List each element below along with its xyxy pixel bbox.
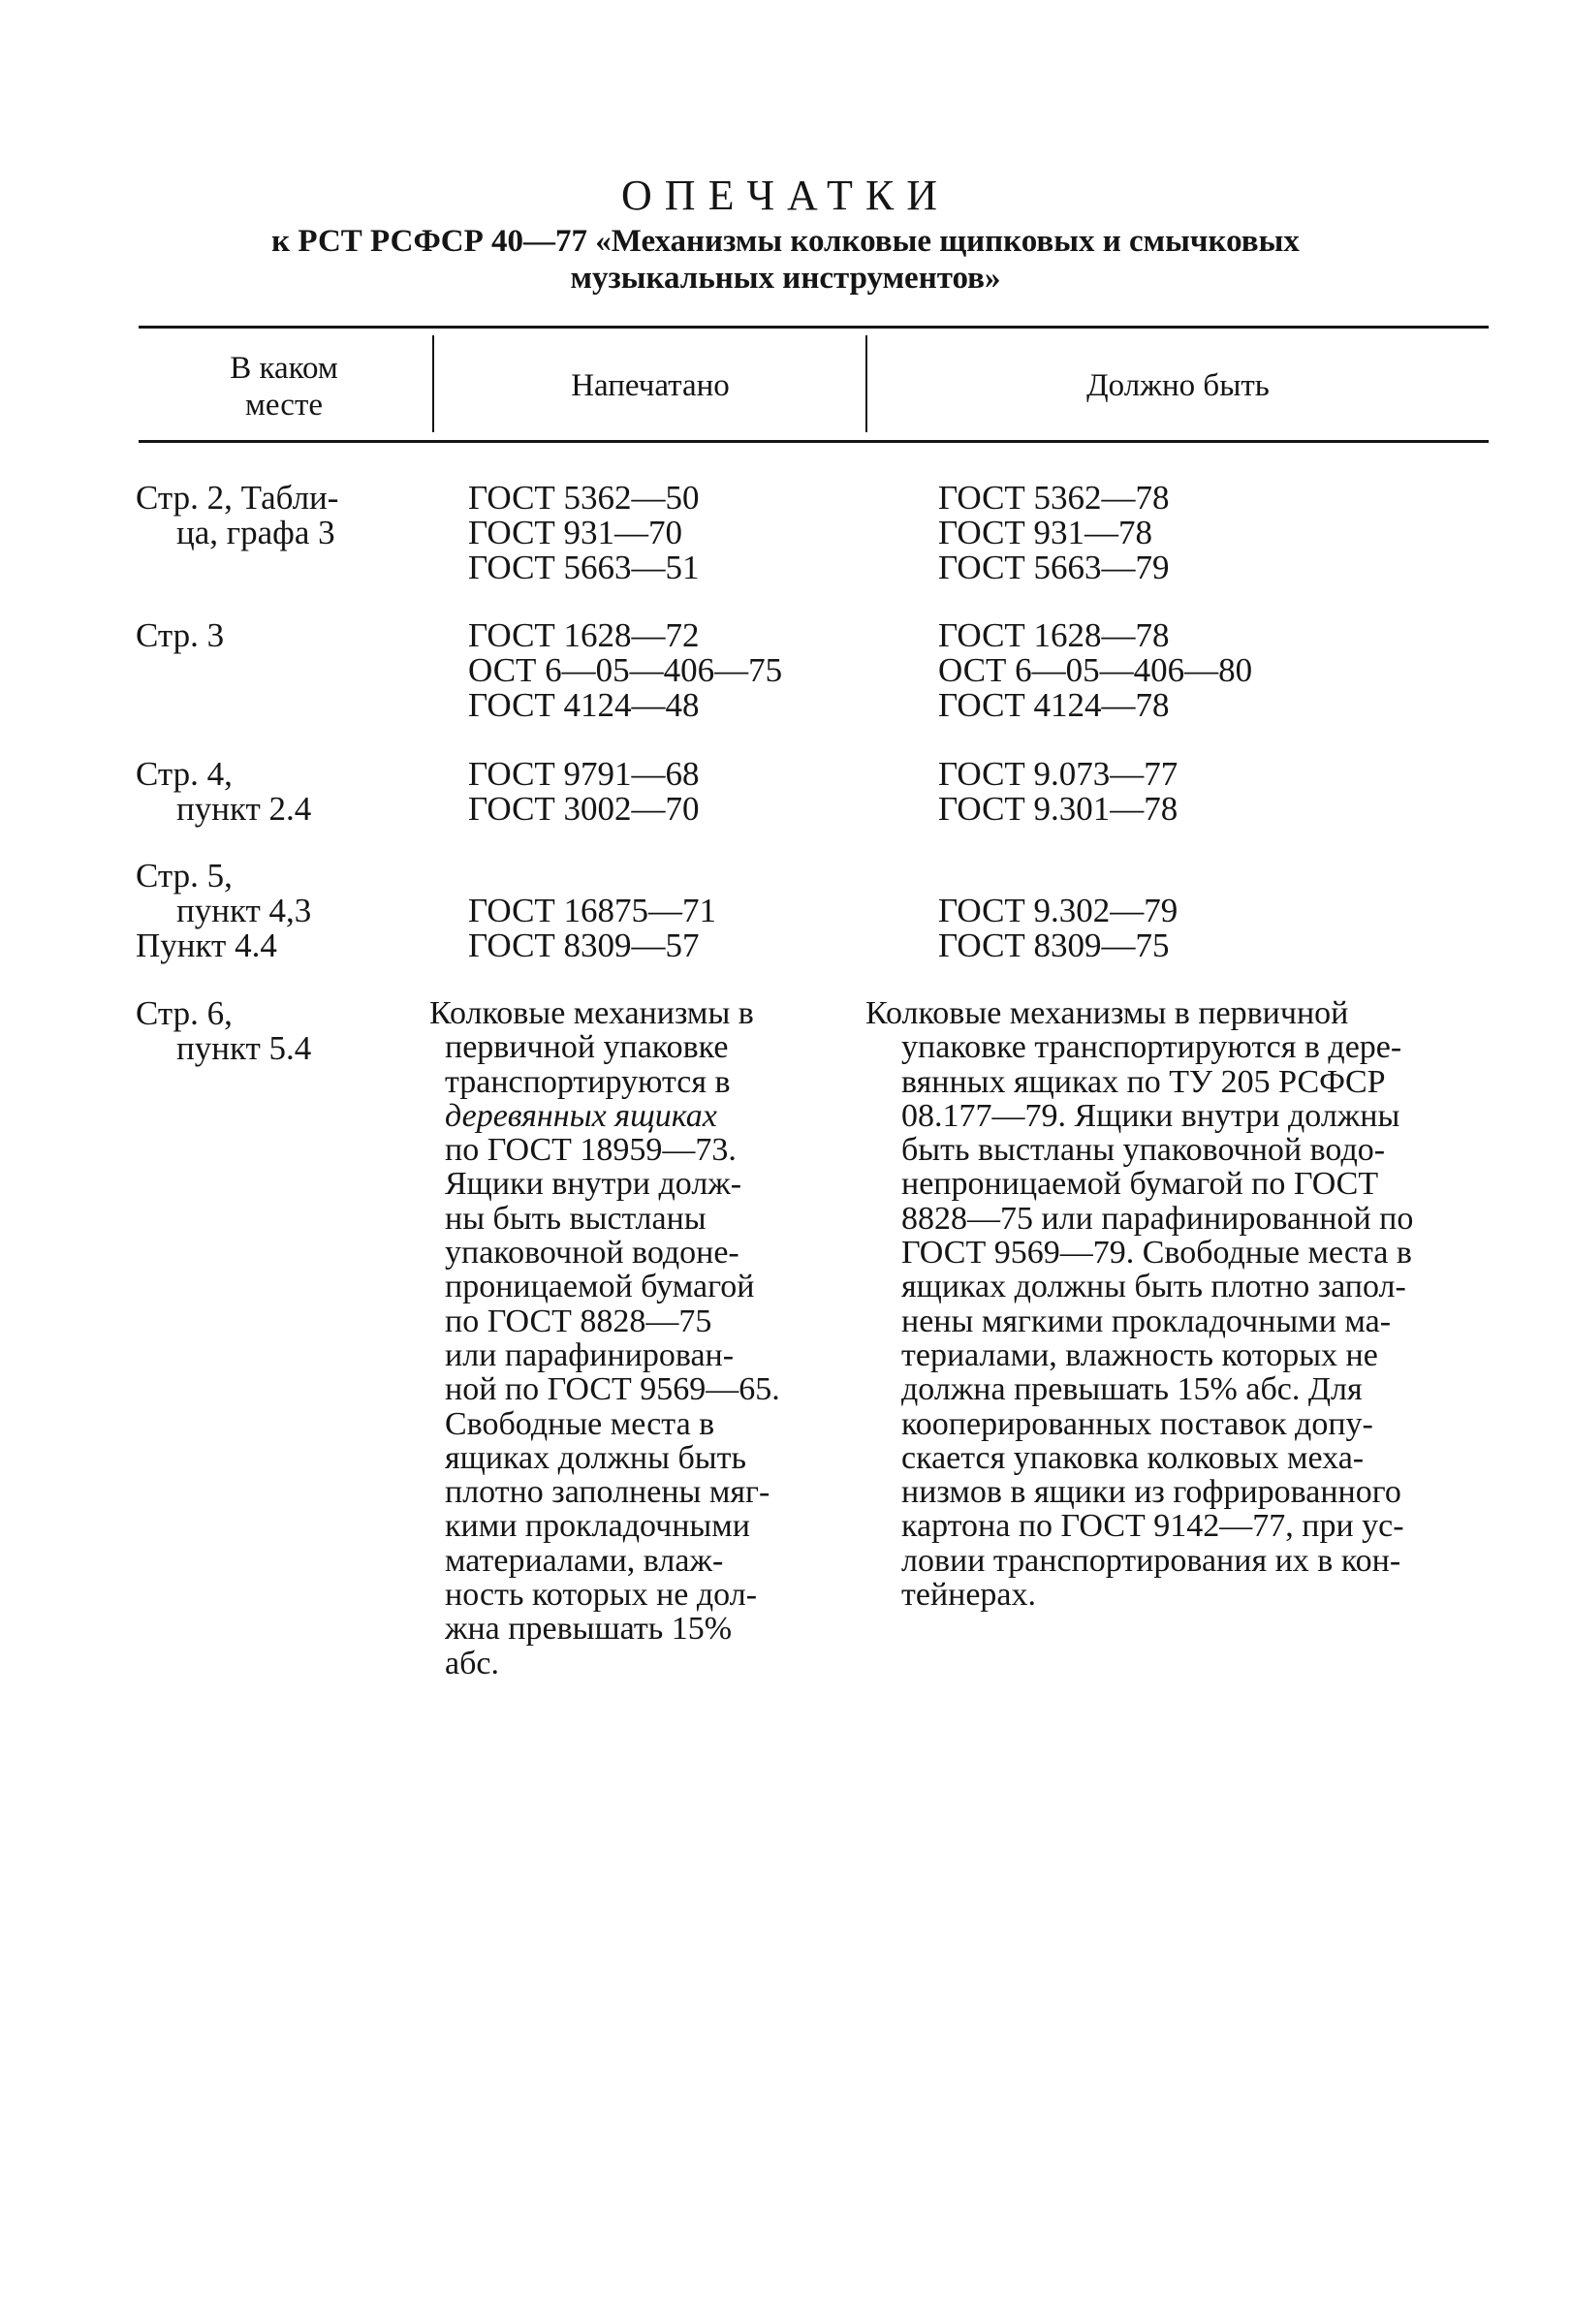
row-5-correct-line: нены мягкими прокладочными ма- <box>901 1303 1392 1339</box>
page-title: ОПЕЧАТКИ <box>621 172 950 219</box>
row-5-printed-line: жна превышать 15% <box>445 1611 733 1648</box>
row-5-correct-line: кооперированных поставок допу- <box>901 1405 1373 1442</box>
row-5-correct-line: должна превышать 15% абс. Для <box>901 1371 1363 1408</box>
row-5-printed-line: ны быть выстланы <box>445 1200 707 1237</box>
header-printed: Напечатано <box>571 368 730 403</box>
row-3-printed-line: ГОСТ 9791—68 <box>468 755 700 793</box>
row-5-correct-line: 8828—75 или парафинированной по <box>901 1200 1414 1237</box>
row-5-correct-line: ГОСТ 9569—79. Свободные места в <box>901 1235 1412 1272</box>
row-3-printed-line: ГОСТ 3002—70 <box>468 790 700 828</box>
row-2-correct <box>938 618 1252 723</box>
row-4-place-line: Стр. 5, <box>136 857 233 895</box>
row-5-printed-line: ность которых не дол- <box>445 1577 758 1614</box>
row-5-printed-line: ной по ГОСТ 9569—65. <box>445 1371 780 1408</box>
row-1-place-line: Стр. 2, Табли- <box>136 479 339 517</box>
row-2-correct-line: ОСТ 6—05—406—80 <box>938 651 1253 689</box>
row-2-printed <box>468 618 782 723</box>
row-5-correct-line: ящиках должны быть плотно запол- <box>901 1269 1406 1305</box>
row-5-correct-line: скается упаковка колковых меха- <box>901 1439 1365 1476</box>
row-5-place-line: Стр. 6, <box>136 994 233 1032</box>
row-4-place-line: Пункт 4.4 <box>136 926 277 964</box>
row-2-place <box>136 618 224 653</box>
row-2-printed-line: ГОСТ 4124—48 <box>468 686 700 724</box>
header-place <box>139 350 429 424</box>
row-5-printed-line: транспортируются в <box>445 1063 731 1100</box>
row-1-correct-line: ГОСТ 5362—78 <box>938 479 1170 517</box>
row-5-correct-line: картона по ГОСТ 9142—77, при ус- <box>901 1508 1404 1545</box>
row-5-place <box>136 996 311 1066</box>
row-4-printed-line: ГОСТ 16875—71 <box>468 892 717 929</box>
document-subtitle-line-2: музыкальных инструментов» <box>570 261 1001 296</box>
row-5-correct-line: упаковке транспортируются в дере- <box>901 1029 1402 1066</box>
row-5-printed-line: или парафинирован- <box>445 1336 735 1373</box>
row-1-correct-line: ГОСТ 931—78 <box>938 514 1153 551</box>
row-3-place <box>136 757 311 827</box>
row-3-place-line: Стр. 4, <box>136 755 233 793</box>
row-5-correct-paragraph <box>865 996 1413 1612</box>
row-1-correct-line: ГОСТ 5663—79 <box>938 549 1170 586</box>
row-2-correct-line: ГОСТ 4124—78 <box>938 686 1170 724</box>
row-5-correct-line: 08.177—79. Ящики внутри должны <box>901 1097 1400 1134</box>
row-5-correct-line: териалами, влажность которых не <box>901 1336 1378 1373</box>
row-4-correct-line: ГОСТ 8309—75 <box>938 926 1170 964</box>
header-place-line-2: месте <box>244 388 324 423</box>
row-4-printed <box>468 894 716 963</box>
row-4-correct-line: ГОСТ 9.302—79 <box>938 892 1178 929</box>
row-3-printed <box>468 757 700 827</box>
row-5-printed-line: Свободные места в <box>445 1405 715 1442</box>
row-1-printed-line: ГОСТ 931—70 <box>468 514 683 551</box>
row-5-printed-line: Колковые механизмы в <box>429 995 754 1031</box>
row-5-correct-line: тейнерах. <box>901 1577 1037 1614</box>
row-2-correct-line: ГОСТ 1628—78 <box>938 616 1170 654</box>
row-5-printed-paragraph <box>429 996 780 1680</box>
row-1-printed <box>468 481 700 585</box>
row-5-printed-line: кими прокладочными <box>445 1508 750 1545</box>
table-top-rule <box>139 326 1489 329</box>
row-1-correct <box>938 481 1170 585</box>
row-5-place-line: пункт 5.4 <box>176 1029 312 1067</box>
row-1-printed-line: ГОСТ 5663—51 <box>468 549 700 586</box>
row-3-correct-line: ГОСТ 9.073—77 <box>938 755 1178 793</box>
row-5-printed-line: ящиках должны быть <box>445 1439 746 1476</box>
row-5-correct-line: Колковые механизмы в первичной <box>865 995 1349 1031</box>
row-5-printed-line: по ГОСТ 18959—73. <box>445 1132 737 1169</box>
row-3-place-line: пункт 2.4 <box>176 790 312 828</box>
row-5-correct-line: вянных ящиках по ТУ 205 РСФСР <box>901 1063 1386 1100</box>
row-1-place-line: ца, графа 3 <box>176 514 335 551</box>
row-1-printed-line: ГОСТ 5362—50 <box>468 479 700 517</box>
row-4-place-line: пункт 4,3 <box>176 892 312 929</box>
row-2-place-line: Стр. 3 <box>136 616 225 654</box>
document-subtitle-line-1: к РСТ РСФСР 40—77 «Механизмы колковые щипковых и смычковых <box>271 224 1300 259</box>
row-4-correct <box>938 894 1178 963</box>
row-5-printed-line: проницаемой бумагой <box>445 1269 755 1305</box>
row-5-printed-line: плотно заполнены мяг- <box>445 1474 770 1511</box>
row-2-printed-line: ОСТ 6—05—406—75 <box>468 651 783 689</box>
row-5-printed-line: первичной упаковке <box>445 1029 729 1066</box>
row-5-printed-line: по ГОСТ 8828—75 <box>445 1303 712 1339</box>
header-place-line-1: В каком <box>230 351 338 386</box>
table-header-rule <box>139 440 1489 443</box>
row-5-printed-line: абс. <box>445 1645 499 1681</box>
row-5-printed-line: Ящики внутри долж- <box>445 1166 742 1203</box>
row-5-correct-line: непроницаемой бумагой по ГОСТ <box>901 1166 1379 1203</box>
row-1-place <box>136 481 338 550</box>
row-4-place <box>136 859 311 963</box>
row-2-printed-line: ГОСТ 1628—72 <box>468 616 700 654</box>
row-5-correct-line: быть выстланы упаковочной водо- <box>901 1132 1386 1169</box>
row-4-printed-line: ГОСТ 8309—57 <box>468 926 700 964</box>
row-5-printed-line: материалами, влаж- <box>445 1542 724 1579</box>
row-3-correct-line: ГОСТ 9.301—78 <box>938 790 1178 828</box>
header-should-be: Должно быть <box>1086 368 1270 403</box>
row-5-correct-line: низмов в ящики из гофрированного <box>901 1474 1401 1511</box>
row-5-printed-line: деревянных ящиках <box>445 1097 717 1134</box>
row-5-printed-line: упаковочной водоне- <box>445 1235 739 1272</box>
row-3-correct <box>938 757 1178 827</box>
row-5-correct-line: ловии транспортирования их в кон- <box>901 1542 1401 1579</box>
